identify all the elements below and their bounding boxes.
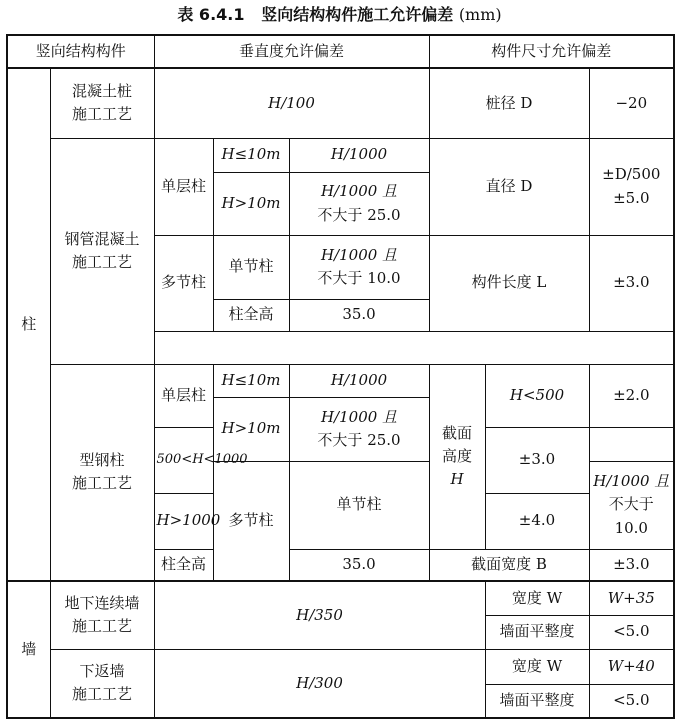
- steel-section-cond-le10: H≤10m: [213, 364, 289, 397]
- table-row: [7, 364, 674, 397]
- reverse-flat-name: 墙面平整度: [485, 684, 589, 718]
- pillar-group-label: 柱: [7, 68, 50, 581]
- diaphragm-flat-value: <5.0: [589, 615, 674, 649]
- steel-tube-val-le10: H/1000: [289, 138, 429, 172]
- reverse-flat-value: <5.0: [589, 684, 674, 718]
- section-h2-value: ±3.0: [485, 427, 589, 493]
- table-row: [7, 68, 674, 138]
- reverse-wall-name: 下返墙 施工工艺: [50, 649, 154, 718]
- concrete-pile-dim-name: 桩径 D: [429, 68, 589, 138]
- steel-section-single-label: 单层柱: [154, 364, 213, 427]
- steel-tube-cond-gt10: H>10m: [213, 172, 289, 235]
- header-component: 竖向结构构件: [7, 35, 154, 68]
- steel-section-val-gt10: H/1000 且 不大于 25.0: [289, 397, 429, 461]
- reverse-width-name: 宽度 W: [485, 649, 589, 684]
- table-row: [7, 649, 674, 684]
- section-h1-cond: H<500: [485, 364, 589, 427]
- steel-tube-multi-label: 多节柱: [154, 235, 213, 331]
- steel-tube-dia-name: 直径 D: [429, 138, 589, 235]
- tolerance-table: [6, 34, 675, 719]
- steel-section-full-label: 柱全高: [154, 549, 213, 581]
- diaphragm-width-value: W+35: [589, 581, 674, 615]
- section-h3-cond: H>1000: [154, 493, 213, 549]
- concrete-pile-vertical: H/100: [154, 68, 429, 138]
- steel-tube-seg-value: H/1000 且 不大于 10.0: [289, 235, 429, 299]
- steel-tube-full-value: 35.0: [289, 299, 429, 331]
- diaphragm-wall-vertical: H/350: [154, 581, 485, 649]
- reverse-wall-vertical: H/300: [154, 649, 485, 718]
- table-title: [0, 0, 679, 30]
- steel-section-multi-label: 多节柱: [213, 461, 289, 581]
- section-width-name: 截面宽度 B: [429, 549, 589, 581]
- table-caption: 竖向结构构件施工允许偏差: [261, 5, 454, 24]
- header-row: [7, 35, 674, 68]
- wall-group-label: 墙: [7, 581, 50, 718]
- section-width-value: ±3.0: [589, 549, 674, 581]
- steel-tube-name: 钢管混凝土 施工工艺: [50, 138, 154, 364]
- steel-tube-seg-label: 单节柱: [213, 235, 289, 299]
- section-h2-cond: 500<H<1000: [154, 427, 213, 493]
- table-row: [7, 581, 674, 615]
- steel-tube-single-label: 单层柱: [154, 138, 213, 235]
- steel-tube-len-value: ±3.0: [589, 235, 674, 331]
- section-height-label: 截面 高度 H: [429, 364, 485, 549]
- header-dimension: 构件尺寸允许偏差: [429, 35, 674, 68]
- diaphragm-flat-name: 墙面平整度: [485, 615, 589, 649]
- steel-tube-val-gt10: H/1000 且 不大于 25.0: [289, 172, 429, 235]
- reverse-width-value: W+40: [589, 649, 674, 684]
- section-h1-value: ±2.0: [589, 364, 674, 427]
- steel-section-cond-gt10: H>10m: [213, 397, 289, 461]
- steel-section-name: 型钢柱 施工工艺: [50, 364, 154, 581]
- table-number: 表 6.4.1: [177, 5, 245, 24]
- steel-tube-full-label: 柱全高: [213, 299, 289, 331]
- steel-section-val-le10: H/1000: [289, 364, 429, 397]
- diaphragm-wall-name: 地下连续墙 施工工艺: [50, 581, 154, 649]
- steel-section-full-value: 35.0: [289, 549, 429, 581]
- steel-section-seg-label: 单节柱: [289, 461, 429, 549]
- concrete-pile-dim-value: −20: [589, 68, 674, 138]
- steel-tube-dia-value: ±D/500 ±5.0: [589, 138, 674, 235]
- steel-section-seg-value: H/1000 且 不大于 10.0: [589, 461, 674, 549]
- section-h3-value: ±4.0: [485, 493, 589, 549]
- diaphragm-width-name: 宽度 W: [485, 581, 589, 615]
- table-row: [7, 138, 674, 172]
- table-unit: (mm): [458, 5, 502, 24]
- steel-tube-len-name: 构件长度 L: [429, 235, 589, 331]
- header-vertical: 垂直度允许偏差: [154, 35, 429, 68]
- concrete-pile-name: 混凝土桩 施工工艺: [50, 68, 154, 138]
- steel-tube-cond-le10: H≤10m: [213, 138, 289, 172]
